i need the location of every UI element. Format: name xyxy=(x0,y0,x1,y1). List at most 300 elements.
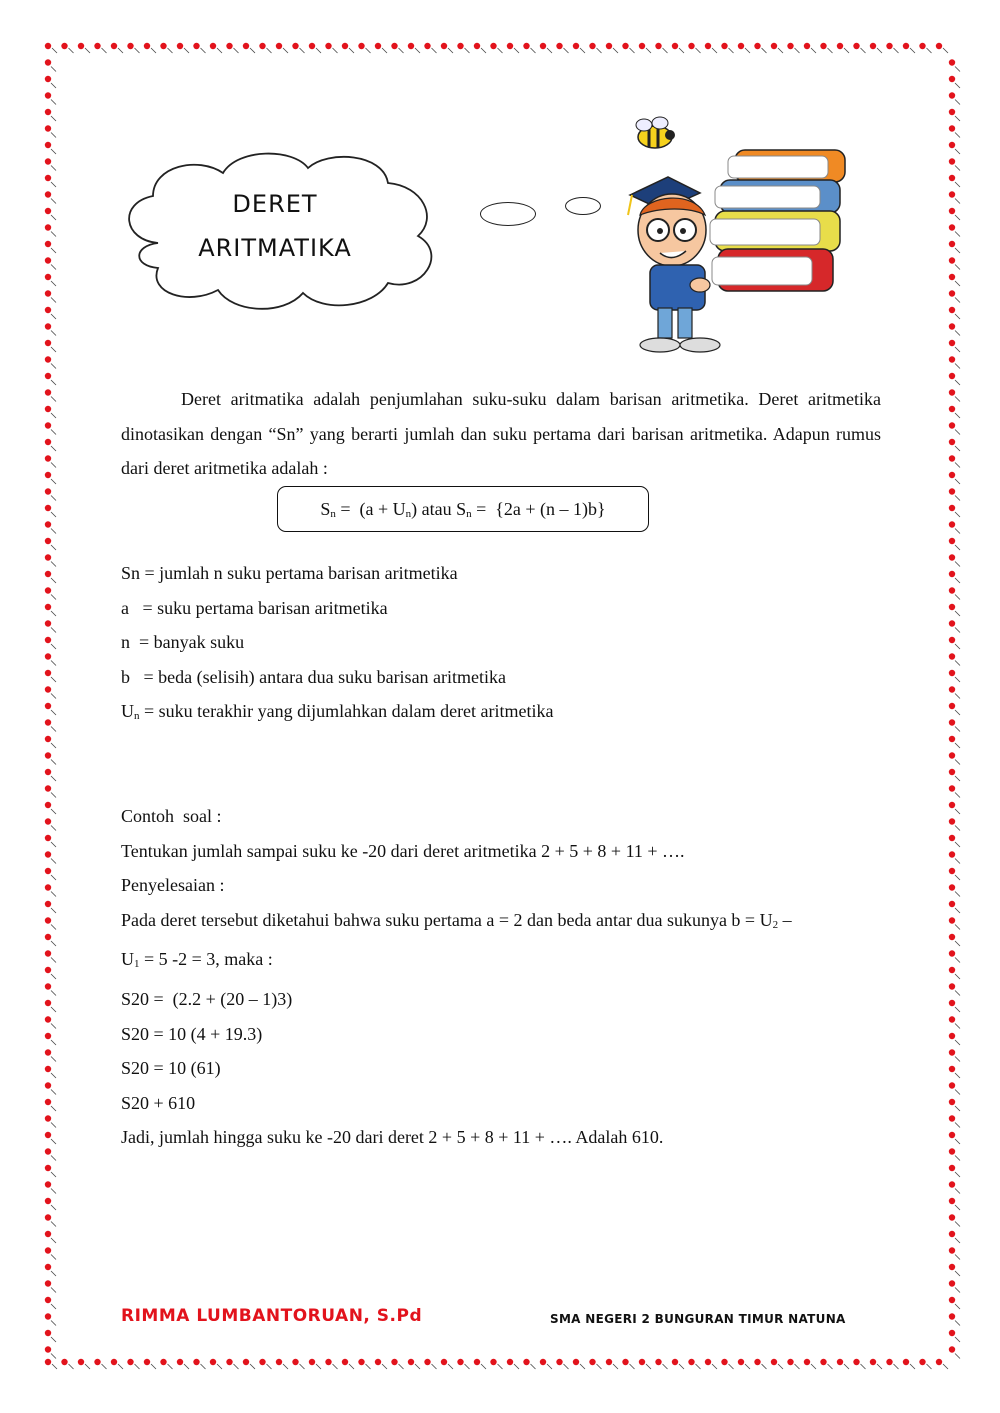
border-dot xyxy=(949,1082,955,1088)
border-dot xyxy=(919,43,925,49)
thought-bubble-small xyxy=(565,197,601,215)
border-dot xyxy=(325,1359,331,1365)
border-dot xyxy=(259,1359,265,1365)
border-tick xyxy=(51,265,56,270)
border-tick xyxy=(51,1090,56,1095)
border-dot xyxy=(45,422,51,428)
border-tick xyxy=(51,215,56,220)
border-dot xyxy=(45,1181,51,1187)
solution-step-2: S20 = 10 (4 + 19.3) xyxy=(121,1023,263,1044)
border-dot xyxy=(949,1165,955,1171)
definition-un-sub: n xyxy=(134,710,140,723)
border-dot xyxy=(949,1049,955,1055)
border-tick xyxy=(201,48,206,53)
border-dot xyxy=(949,1280,955,1286)
border-tick xyxy=(51,1189,56,1194)
border-tick xyxy=(955,314,960,319)
border-tick xyxy=(168,48,173,53)
border-tick xyxy=(366,1364,371,1369)
border-dot xyxy=(45,406,51,412)
border-tick xyxy=(250,1364,255,1369)
border-dot xyxy=(936,1359,942,1365)
border-tick xyxy=(51,842,56,847)
intro-paragraph xyxy=(121,382,881,486)
border-tick xyxy=(547,1364,552,1369)
border-dot xyxy=(375,1359,381,1365)
border-dot xyxy=(45,340,51,346)
border-dot xyxy=(949,653,955,659)
border-dot xyxy=(655,43,661,49)
border-tick xyxy=(333,48,338,53)
border-dot xyxy=(45,670,51,676)
border-tick xyxy=(514,48,519,53)
border-dot xyxy=(949,670,955,676)
border-tick xyxy=(955,1354,960,1359)
border-tick xyxy=(168,1364,173,1369)
border-dot xyxy=(45,1198,51,1204)
border-tick xyxy=(597,1364,602,1369)
border-dot xyxy=(45,1297,51,1303)
border-tick xyxy=(955,628,960,633)
border-tick xyxy=(580,1364,585,1369)
border-dot xyxy=(507,43,513,49)
border-dot xyxy=(45,950,51,956)
border-dot xyxy=(949,851,955,857)
border-tick xyxy=(399,48,404,53)
border-dot xyxy=(45,439,51,445)
border-tick xyxy=(955,215,960,220)
border-dot xyxy=(589,1359,595,1365)
border-dot xyxy=(45,1099,51,1105)
border-dot xyxy=(949,1313,955,1319)
border-dot xyxy=(949,208,955,214)
border-dot xyxy=(949,934,955,940)
border-tick xyxy=(955,1057,960,1062)
border-tick xyxy=(118,1364,123,1369)
border-dot xyxy=(45,455,51,461)
border-dot xyxy=(540,1359,546,1365)
border-dot xyxy=(949,224,955,230)
border-dot xyxy=(949,488,955,494)
border-tick xyxy=(955,859,960,864)
border-dot xyxy=(705,43,711,49)
known-u: U xyxy=(121,949,134,970)
solution-step-4: S20 + 610 xyxy=(121,1092,196,1113)
border-tick xyxy=(955,562,960,567)
border-tick xyxy=(51,1238,56,1243)
border-tick xyxy=(51,595,56,600)
border-tick xyxy=(844,48,849,53)
border-dot xyxy=(45,983,51,989)
border-dot xyxy=(45,175,51,181)
border-dot xyxy=(936,43,942,49)
border-tick xyxy=(51,529,56,534)
border-tick xyxy=(943,1364,948,1369)
border-dot xyxy=(45,142,51,148)
border-tick xyxy=(69,48,74,53)
border-tick xyxy=(729,1364,734,1369)
border-dot xyxy=(721,1359,727,1365)
border-tick xyxy=(51,859,56,864)
border-dot xyxy=(523,1359,529,1365)
border-tick xyxy=(465,1364,470,1369)
border-dot xyxy=(949,1346,955,1352)
border-tick xyxy=(85,1364,90,1369)
border-tick xyxy=(955,529,960,534)
border-dot xyxy=(408,43,414,49)
border-tick xyxy=(955,1238,960,1243)
border-tick xyxy=(52,48,57,53)
border-tick xyxy=(514,1364,519,1369)
border-dot xyxy=(853,1359,859,1365)
border-tick xyxy=(955,578,960,583)
border-tick xyxy=(795,48,800,53)
solution-step-3: S20 = 10 (61) xyxy=(121,1058,221,1079)
border-dot xyxy=(804,1359,810,1365)
border-tick xyxy=(894,48,899,53)
border-dot xyxy=(738,43,744,49)
border-tick xyxy=(51,1205,56,1210)
border-dot xyxy=(771,43,777,49)
border-tick xyxy=(51,446,56,451)
border-tick xyxy=(382,1364,387,1369)
border-dot xyxy=(210,1359,216,1365)
border-dot xyxy=(870,43,876,49)
border-tick xyxy=(955,347,960,352)
border-dot xyxy=(45,1033,51,1039)
example-heading: Contoh soal : xyxy=(121,806,222,826)
border-dot xyxy=(45,1148,51,1154)
border-tick xyxy=(745,48,750,53)
border-tick xyxy=(51,892,56,897)
border-tick xyxy=(778,48,783,53)
student-icon xyxy=(628,177,720,352)
border-tick xyxy=(283,1364,288,1369)
border-tick xyxy=(580,48,585,53)
border-dot xyxy=(672,1359,678,1365)
border-dot xyxy=(45,620,51,626)
border-tick xyxy=(51,727,56,732)
border-tick xyxy=(955,281,960,286)
border-dot xyxy=(276,43,282,49)
border-tick xyxy=(51,776,56,781)
border-dot xyxy=(292,1359,298,1365)
border-dot xyxy=(949,752,955,758)
border-dot xyxy=(949,356,955,362)
border-tick xyxy=(51,628,56,633)
border-tick xyxy=(828,1364,833,1369)
border-dot xyxy=(45,785,51,791)
bee-icon xyxy=(636,117,675,148)
border-dot xyxy=(949,158,955,164)
border-dot xyxy=(45,488,51,494)
border-dot xyxy=(45,323,51,329)
border-tick xyxy=(51,793,56,798)
border-tick xyxy=(955,100,960,105)
border-dot xyxy=(787,1359,793,1365)
border-tick xyxy=(955,611,960,616)
title-line-2: ARITMATIKA xyxy=(198,234,352,262)
border-tick xyxy=(646,1364,651,1369)
border-dot xyxy=(45,109,51,115)
border-dot xyxy=(573,43,579,49)
border-tick xyxy=(955,397,960,402)
border-dot xyxy=(45,191,51,197)
border-dot xyxy=(949,1247,955,1253)
border-dot xyxy=(45,373,51,379)
page-title xyxy=(150,182,400,270)
border-tick xyxy=(955,941,960,946)
border-dot xyxy=(144,1359,150,1365)
border-tick xyxy=(613,1364,618,1369)
border-dot xyxy=(837,1359,843,1365)
border-tick xyxy=(955,331,960,336)
border-dot xyxy=(949,142,955,148)
border-tick xyxy=(234,1364,239,1369)
border-dot xyxy=(45,125,51,131)
border-tick xyxy=(955,1090,960,1095)
border-dot xyxy=(949,901,955,907)
border-tick xyxy=(955,1156,960,1161)
border-tick xyxy=(955,644,960,649)
border-tick xyxy=(102,1364,107,1369)
border-dot xyxy=(820,43,826,49)
border-tick xyxy=(663,1364,668,1369)
border-dot xyxy=(949,1099,955,1105)
border-dot xyxy=(949,422,955,428)
border-dot xyxy=(837,43,843,49)
formula-part-2: ) atau xyxy=(411,499,457,519)
border-dot xyxy=(949,1181,955,1187)
border-tick xyxy=(547,48,552,53)
border-dot xyxy=(127,1359,133,1365)
border-dot xyxy=(45,719,51,725)
border-dot xyxy=(45,1231,51,1237)
border-tick xyxy=(861,48,866,53)
border-dot xyxy=(949,373,955,379)
border-dot xyxy=(210,43,216,49)
border-dot xyxy=(45,884,51,890)
border-tick xyxy=(955,1271,960,1276)
border-dot xyxy=(45,554,51,560)
formula-sub-n-3: n xyxy=(466,508,472,520)
border-tick xyxy=(184,48,189,53)
border-dot xyxy=(949,818,955,824)
border-dot xyxy=(474,1359,480,1365)
border-tick xyxy=(955,1123,960,1128)
border-dot xyxy=(820,1359,826,1365)
border-tick xyxy=(955,265,960,270)
border-dot xyxy=(949,1132,955,1138)
border-dot xyxy=(606,43,612,49)
border-tick xyxy=(955,463,960,468)
border-tick xyxy=(448,1364,453,1369)
border-tick xyxy=(51,463,56,468)
border-dot xyxy=(639,43,645,49)
border-tick xyxy=(51,1337,56,1342)
border-tick xyxy=(955,793,960,798)
border-dot xyxy=(45,703,51,709)
border-tick xyxy=(217,1364,222,1369)
border-dot xyxy=(949,307,955,313)
border-tick xyxy=(51,991,56,996)
border-tick xyxy=(51,545,56,550)
border-tick xyxy=(51,908,56,913)
border-dot xyxy=(45,802,51,808)
example-section xyxy=(121,799,881,1155)
border-dot xyxy=(556,1359,562,1365)
border-tick xyxy=(955,875,960,880)
border-dot xyxy=(688,1359,694,1365)
border-dot xyxy=(144,43,150,49)
border-tick xyxy=(448,48,453,53)
border-dot xyxy=(949,1016,955,1022)
border-dot xyxy=(949,1000,955,1006)
border-dot xyxy=(45,637,51,643)
border-dot xyxy=(45,851,51,857)
border-dot xyxy=(342,43,348,49)
border-tick xyxy=(51,430,56,435)
border-dot xyxy=(243,43,249,49)
border-tick xyxy=(498,48,503,53)
border-dot xyxy=(949,274,955,280)
border-tick xyxy=(955,595,960,600)
variable-definitions xyxy=(121,556,554,734)
border-dot xyxy=(949,620,955,626)
border-dot xyxy=(45,76,51,82)
border-dot xyxy=(754,43,760,49)
border-tick xyxy=(481,1364,486,1369)
border-tick xyxy=(135,48,140,53)
border-dot xyxy=(45,917,51,923)
border-tick xyxy=(729,48,734,53)
border-dot xyxy=(424,1359,430,1365)
border-dot xyxy=(573,1359,579,1365)
border-tick xyxy=(955,149,960,154)
border-tick xyxy=(712,48,717,53)
border-dot xyxy=(45,274,51,280)
border-dot xyxy=(721,43,727,49)
border-tick xyxy=(51,380,56,385)
border-tick xyxy=(943,48,948,53)
border-dot xyxy=(949,571,955,577)
border-tick xyxy=(795,1364,800,1369)
border-dot xyxy=(177,43,183,49)
border-dot xyxy=(45,604,51,610)
border-dot xyxy=(160,43,166,49)
border-dot xyxy=(490,43,496,49)
border-dot xyxy=(949,719,955,725)
border-dot xyxy=(949,868,955,874)
border-tick xyxy=(955,1189,960,1194)
border-dot xyxy=(45,158,51,164)
border-tick xyxy=(184,1364,189,1369)
border-tick xyxy=(51,512,56,517)
border-dot xyxy=(949,241,955,247)
border-tick xyxy=(51,1106,56,1111)
border-tick xyxy=(51,661,56,666)
border-dot xyxy=(45,1000,51,1006)
border-tick xyxy=(955,380,960,385)
border-dot xyxy=(949,455,955,461)
border-tick xyxy=(955,364,960,369)
border-dot xyxy=(45,1346,51,1352)
example-question: Tentukan jumlah sampai suku ke -20 dari deret aritmetika 2 + 5 + 8 + 11 + …. xyxy=(121,840,685,861)
border-dot xyxy=(45,290,51,296)
border-dot xyxy=(160,1359,166,1365)
border-dot xyxy=(45,769,51,775)
border-tick xyxy=(51,133,56,138)
border-dot xyxy=(949,769,955,775)
border-dot xyxy=(688,43,694,49)
border-tick xyxy=(51,710,56,715)
solution-step-1: S20 = (2.2 + (20 – 1)3) xyxy=(121,988,293,1009)
border-tick xyxy=(51,578,56,583)
formula-box xyxy=(277,486,649,532)
border-tick xyxy=(415,1364,420,1369)
border-dot xyxy=(309,43,315,49)
border-dot xyxy=(457,43,463,49)
border-tick xyxy=(955,1255,960,1260)
border-tick xyxy=(51,743,56,748)
border-dot xyxy=(949,1198,955,1204)
border-dot xyxy=(45,1313,51,1319)
border-dot xyxy=(45,521,51,527)
border-tick xyxy=(696,48,701,53)
border-dot xyxy=(45,1082,51,1088)
border-dot xyxy=(771,1359,777,1365)
border-tick xyxy=(531,48,536,53)
border-tick xyxy=(51,1288,56,1293)
border-tick xyxy=(51,1271,56,1276)
border-dot xyxy=(507,1359,513,1365)
border-tick xyxy=(955,925,960,930)
school-name: SMA NEGERI 2 BUNGURAN TIMUR NATUNA xyxy=(550,1312,846,1326)
border-dot xyxy=(949,340,955,346)
intro-text: Deret aritmatika adalah penjumlahan suku-suku dalam barisan aritmetika. Deret aritmetika dinotasikan dengan “Sn” yang berarti jumlah dan suku pertama dari barisan aritmetika. Adapun rumus dari deret aritmetika adalah : xyxy=(121,389,881,479)
border-dot xyxy=(45,356,51,362)
border-tick xyxy=(267,1364,272,1369)
border-dot xyxy=(622,43,628,49)
definition-un-u: U xyxy=(121,701,134,722)
border-tick xyxy=(778,1364,783,1369)
border-tick xyxy=(955,908,960,913)
border-dot xyxy=(45,472,51,478)
border-tick xyxy=(762,1364,767,1369)
border-dot xyxy=(949,1148,955,1154)
border-tick xyxy=(955,1024,960,1029)
border-dot xyxy=(45,1280,51,1286)
border-dot xyxy=(177,1359,183,1365)
border-dot xyxy=(193,43,199,49)
border-tick xyxy=(51,1007,56,1012)
border-tick xyxy=(51,941,56,946)
border-tick xyxy=(955,1222,960,1227)
border-tick xyxy=(955,83,960,88)
border-tick xyxy=(564,1364,569,1369)
border-dot xyxy=(949,521,955,527)
formula-sub-n-2: n xyxy=(405,508,412,520)
border-tick xyxy=(955,1304,960,1309)
border-tick xyxy=(349,1364,354,1369)
known-dash: – xyxy=(778,909,792,930)
border-tick xyxy=(349,48,354,53)
formula-part-3: = {2a + (n – 1)b} xyxy=(471,499,606,519)
border-tick xyxy=(955,1073,960,1078)
border-tick xyxy=(955,182,960,187)
border-tick xyxy=(234,48,239,53)
border-tick xyxy=(597,48,602,53)
